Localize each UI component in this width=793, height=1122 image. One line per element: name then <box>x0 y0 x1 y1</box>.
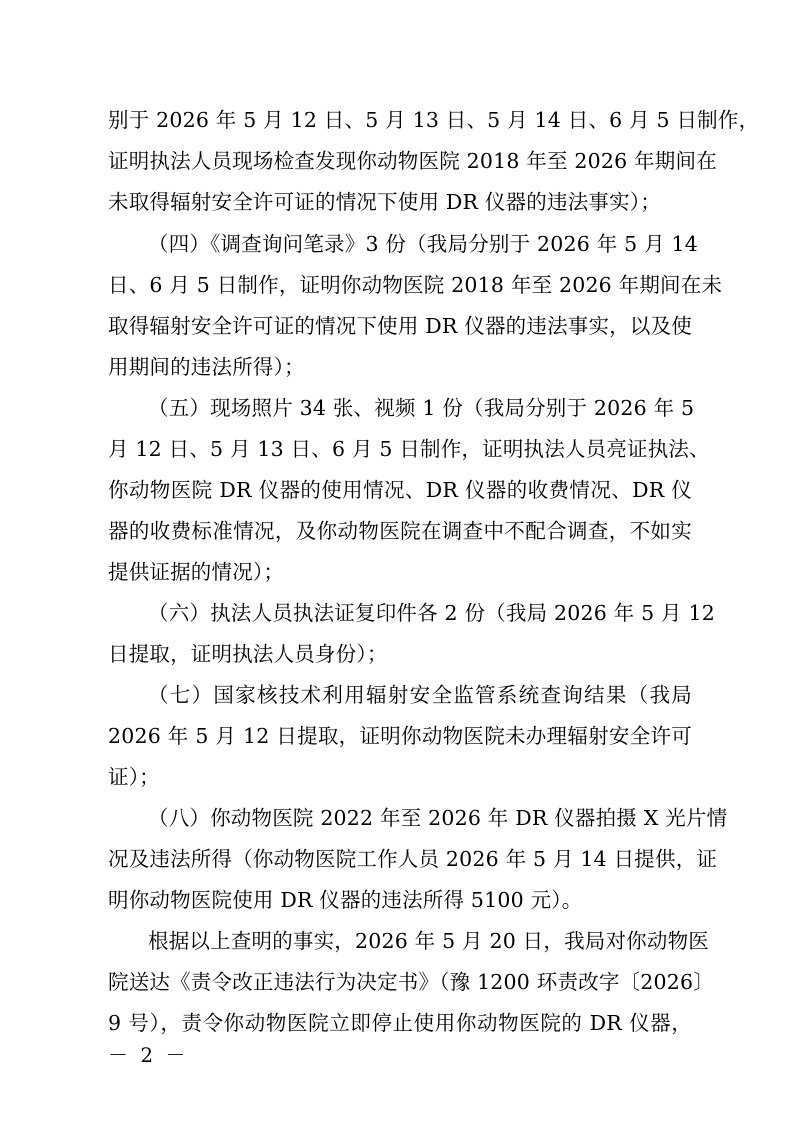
text-line-5: 日、6 月 5 日制作，证明你动物医院 2018 年至 2026 年期间在未 <box>108 273 723 297</box>
text-line-2: 证明执法人员现场检查发现你动物医院 2018 年至 2026 年期间在 <box>108 149 717 173</box>
text-line-10: 你动物医院 DR 仪器的使用情况、DR 仪器的收费情况、DR 仪 <box>108 478 692 502</box>
text-line-22: 院送达《责令改正违法行为决定书》（豫 1200 环责改字〔2026〕 <box>108 970 714 994</box>
text-line-15: （七）国家核技术利用辐射安全监管系统查询结果（我局 <box>148 683 692 707</box>
text-line-18: （八）你动物医院 2022 年至 2026 年 DR 仪器拍摄 X 光片情 <box>148 806 728 830</box>
text-line-7: 用期间的违法所得）； <box>108 355 305 379</box>
text-line-3: 未取得辐射安全许可证的情况下使用 DR 仪器的违法事实）； <box>108 190 661 214</box>
text-line-20: 明你动物医院使用 DR 仪器的违法所得 5100 元）。 <box>108 888 583 912</box>
text-line-16: 2026 年 5 月 12 日提取，证明你动物医院未办理辐射安全许可 <box>108 724 692 748</box>
text-line-23: 9 号），责令你动物医院立即停止使用你动物医院的 DR 仪器， <box>108 1011 692 1035</box>
text-line-1: 别于 2026 年 5 月 12 日、5 月 13 日、5 月 14 日、6 月 5 日制作， <box>108 108 760 132</box>
text-line-9: 月 12 日、5 月 13 日、6 月 5 日制作，证明执法人员亮证执法、 <box>108 437 710 461</box>
text-line-4: （四）《调查询问笔录》3 份（我局分别于 2026 年 5 月 14 <box>148 232 698 256</box>
text-line-11: 器的收费标准情况，及你动物医院在调查中不配合调查，不如实 <box>108 519 692 543</box>
text-line-6: 取得辐射安全许可证的情况下使用 DR 仪器的违法事实，以及使 <box>108 314 692 338</box>
text-line-13: （六）执法人员执法证复印件各 2 份（我局 2026 年 5 月 12 <box>148 601 715 625</box>
text-line-19: 况及违法所得（你动物医院工作人员 2026 年 5 月 14 日提供，证 <box>108 847 718 871</box>
text-line-17: 证）； <box>108 765 160 789</box>
text-line-21: 根据以上查明的事实，2026 年 5 月 20 日，我局对你动物医 <box>148 929 709 953</box>
page-number: － 2 － <box>108 1043 189 1067</box>
text-line-8: （五）现场照片 34 张、视频 1 份（我局分别于 2026 年 5 <box>148 396 695 420</box>
text-line-14: 日提取，证明执法人员身份）； <box>108 642 388 666</box>
text-line-12: 提供证据的情况）； <box>108 560 285 584</box>
